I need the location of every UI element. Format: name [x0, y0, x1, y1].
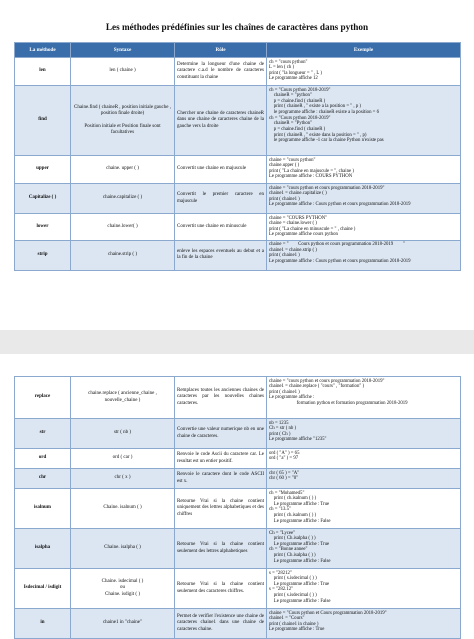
syntax-cell: Chaine. isdecimal ( ) ou Chaine. isdigit ( ): [71, 569, 175, 609]
table-row: [15, 489, 461, 529]
role-cell: Convertie une valeur numerique nb en une chaine de caracteres.: [175, 419, 267, 449]
example-cell: chaine = "cours python" chaine.upper ( ) print ( "La chaine en majuscule = ", chaine ) Le programme affiche : COURS PYTHON: [267, 156, 461, 184]
table-row: [15, 529, 461, 569]
role-cell: Permet de verifier l'existence une chaine de caracteres chaine1 dans une chaine de caracteres chaine.: [175, 609, 267, 639]
syntax-cell: chaine. upper ( ): [71, 156, 175, 184]
role-cell: Determine la longueur d'une chaine de caractere c.a.d le nombre de caracteres constituant la chaine: [175, 58, 267, 86]
header-syntax: Syntaxe: [71, 43, 175, 58]
method-cell: isalnum: [15, 489, 71, 529]
methods-table-part-1: [14, 42, 461, 271]
syntax-cell: ord ( car ): [71, 449, 175, 469]
header-method: La méthode: [15, 43, 71, 58]
table-row: [15, 569, 461, 609]
role-cell: Convertit le premier caractere en majuscule: [175, 184, 267, 214]
role-cell: Retourne Vrai si la chaine contient seulement des caracteres chiffres.: [175, 569, 267, 609]
role-cell: Chercher une chaine de caracteres chaineR dans une chaine de caracteres chaine de la gauche vers la droite: [175, 86, 267, 156]
method-cell: isalpha: [15, 529, 71, 569]
method-cell: replace: [15, 377, 71, 419]
syntax-cell: str ( nb ): [71, 419, 175, 449]
example-cell: chaine = " Cours python et cours programmation 2018-2019 " chaine1 = chaine.strip ( ) print ( chaine1 ) Le programme affiche : Cours python et cours programmation 2018-2019: [267, 240, 461, 270]
table-row: [15, 419, 461, 449]
role-cell: Renvoie le caractere dont le code ASCII est x.: [175, 469, 267, 489]
example-cell: chaine = "cours python et cours programmation 2018-2019" chaine1 = chaine.replace ( "cours" , "formation" ) print ( chaine1 ) Le programme affiche : formation python et formation programmation 2018-2019: [267, 377, 461, 419]
example-cell: chaine = "Cours python et Cours programmation 2018-2019" chaine1 = "Cours" print ( chaine1 in chaine ) Le programme affiche : True: [267, 609, 461, 639]
methods-table-part-2: [14, 376, 461, 639]
table-row: [15, 449, 461, 469]
example-cell: Ch = "Lycee" print ( Ch.isalpha ( ) ) Le programme affiche : True ch = "Bonne annee" print ( Ch.isalpha ( ) ) Le programme affiche : False: [267, 529, 461, 569]
table-row: [15, 377, 461, 419]
method-cell: lower: [15, 214, 71, 241]
example-cell: ch = "Cours python 2018-2019" chaineR = "python" p = chaine.find ( chaineR ) print ( chaineR , " existe a la position = " , p ) le programme affiche : chaineR existe a la position = 6 ch = "Cours python 2018-2019" chaineR = "Python" p = chaine.find ( chaineR ) print ( chaineR , " existe dans la position = " , p) le programme affiche -1 car la chaine Python n'existe pas: [267, 86, 461, 156]
table-row: [15, 184, 461, 214]
method-cell: Isdecimal / isdigit: [15, 569, 71, 609]
syntax-cell: chr ( x ): [71, 469, 175, 489]
header-role: Rôle: [175, 43, 267, 58]
syntax-cell: chaine.capitalize ( ): [71, 184, 175, 214]
table-row: [15, 58, 461, 86]
method-cell: in: [15, 609, 71, 639]
table-row: [15, 240, 461, 270]
document-page-2: [0, 354, 474, 632]
method-cell: find: [15, 86, 71, 156]
example-cell: chaine = "COURS PYTHON" chaine = chaine.lower ( ) print ( "La chaine en minuscule = " , chaine ) Le programme affiche cours python: [267, 214, 461, 241]
syntax-cell: Chaine.find ( chaineR , position initiale gauche , position finale droite) Position initiale et Position finale sont facultatives: [71, 86, 175, 156]
role-cell: Renvoie le code Ascii du caractere car. Le resultat est un entier positif.: [175, 449, 267, 469]
role-cell: Retourne Vrai si la chaine contient uniquement des lettres alphabetiques et des chiffres: [175, 489, 267, 529]
method-cell: upper: [15, 156, 71, 184]
table-row: [15, 86, 461, 156]
page-separator: [0, 330, 474, 354]
method-cell: strip: [15, 240, 71, 270]
example-cell: ord ( "A" ) = 65 ord ( "a" ) = 97: [267, 449, 461, 469]
method-cell: Capitalize ( ): [15, 184, 71, 214]
role-cell: Remplaces toutes les anciennes chaines de caracteres par les nouvelles chaines caracteres.: [175, 377, 267, 419]
method-cell: str: [15, 419, 71, 449]
example-cell: nb = 1235 Ch = str ( nb ) print ( Ch ) Le programme affiche "1235": [267, 419, 461, 449]
syntax-cell: chaine.lower( ): [71, 214, 175, 241]
role-cell: Convertit une chaine en minuscule: [175, 214, 267, 241]
example-cell: ch = "Mohamed5" print ( ch.isalnum ( ) ) Le programme affiche : True ch = "13.5" print ( ch.isalnum ( ) ) Le programme affiche : False: [267, 489, 461, 529]
syntax-cell: chaine.strip ( ): [71, 240, 175, 270]
syntax-cell: Chaine. isalnum ( ): [71, 489, 175, 529]
role-cell: Convertit une chaine en majuscule: [175, 156, 267, 184]
table-row: [15, 609, 461, 639]
table-header-row: [15, 43, 461, 58]
example-cell: ch = "cours python" L = len ( ch ) print ( "la longueur = " , L ) Le programme affiche 12: [267, 58, 461, 86]
method-cell: chr: [15, 469, 71, 489]
role-cell: Retourne Vrai si la chaine contient seulement des lettres alphabetiques: [175, 529, 267, 569]
syntax-cell: Chaine. isalpha ( ): [71, 529, 175, 569]
syntax-cell: len ( chaine ): [71, 58, 175, 86]
table-row: [15, 214, 461, 241]
example-cell: chaine = "cours python et cours programmation 2018-2019" chaine1 = chaine.capitalize ( ) print ( chaine1 ) Le programme affiche : Cours python et cours programmation 2018-2019: [267, 184, 461, 214]
table-row: [15, 156, 461, 184]
table-row: [15, 469, 461, 489]
syntax-cell: chaine1 in "chaine": [71, 609, 175, 639]
example-cell: chr ( 65 ) = "A" chr ( 60 ) = "0": [267, 469, 461, 489]
document-title: Les méthodes prédéfinies sur les chaînes de caractères dans python: [105, 22, 369, 32]
role-cell: enleve les espaces eventuels au debut et a la fin de la chaine: [175, 240, 267, 270]
method-cell: len: [15, 58, 71, 86]
syntax-cell: chaine.replace ( ancienne_chaine , nouvelle_chaine ): [71, 377, 175, 419]
method-cell: ord: [15, 449, 71, 469]
header-example: Exemple: [267, 43, 461, 58]
example-cell: s = "28212" print ( s.isdecimal ( ) ) Le programme affiche : True s = "282.12" print ( s.isdecimal ( ) ) Le programme affiche : False: [267, 569, 461, 609]
